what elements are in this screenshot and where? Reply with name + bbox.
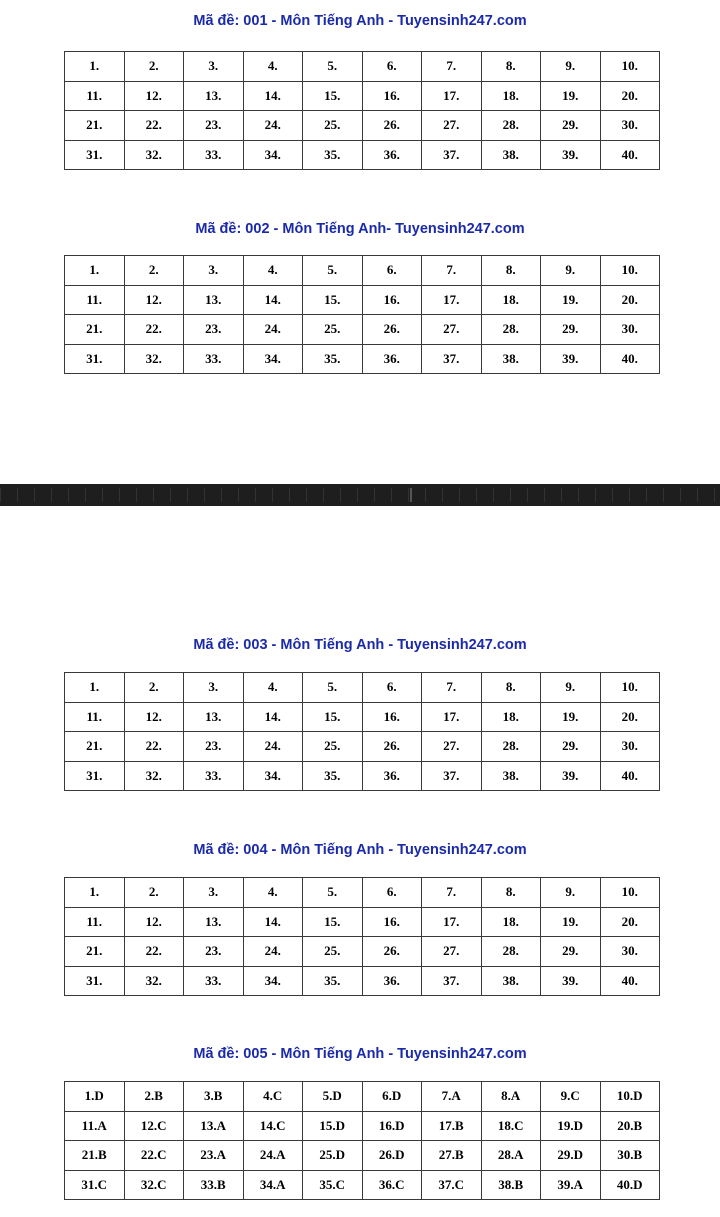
answer-cell: 4. — [243, 256, 303, 286]
answer-cell: 20. — [600, 702, 660, 732]
answer-cell: 10. — [600, 878, 660, 908]
answer-cell: 36. — [362, 966, 422, 996]
answer-cell: 3. — [184, 256, 244, 286]
answer-cell: 36.C — [362, 1170, 422, 1200]
answer-cell: 29.D — [541, 1141, 601, 1171]
answer-cell: 29. — [541, 937, 601, 967]
answer-cell: 19. — [541, 285, 601, 315]
table-row — [65, 81, 660, 111]
answer-cell: 19.D — [541, 1111, 601, 1141]
answer-cell: 25. — [303, 111, 363, 141]
answer-cell: 9. — [541, 256, 601, 286]
answer-cell: 23. — [184, 937, 244, 967]
table-row — [65, 1170, 660, 1200]
answer-cell: 22. — [124, 937, 184, 967]
answer-cell: 36. — [362, 344, 422, 374]
answer-cell: 12. — [124, 702, 184, 732]
answer-cell: 23. — [184, 732, 244, 762]
section-title: Mã đề: 002 - Môn Tiếng Anh- Tuyensinh247.com — [195, 221, 525, 237]
answer-cell: 6. — [362, 52, 422, 82]
answer-cell: 11. — [65, 907, 125, 937]
ruler-ticks — [0, 488, 720, 502]
answer-cell: 40. — [600, 761, 660, 791]
answer-cell: 9.C — [541, 1082, 601, 1112]
answer-cell: 14. — [243, 702, 303, 732]
answer-cell: 5. — [303, 52, 363, 82]
table-row — [65, 907, 660, 937]
answer-cell: 4.C — [243, 1082, 303, 1112]
answer-cell: 33. — [184, 966, 244, 996]
answer-cell: 30. — [600, 111, 660, 141]
answer-cell: 30. — [600, 937, 660, 967]
answer-cell: 27. — [422, 937, 482, 967]
answer-cell: 12. — [124, 81, 184, 111]
table-row — [65, 344, 660, 374]
answer-cell: 37.C — [422, 1170, 482, 1200]
answer-cell: 22. — [124, 111, 184, 141]
answer-cell: 28. — [481, 732, 541, 762]
answer-cell: 27. — [422, 111, 482, 141]
answer-cell: 10.D — [600, 1082, 660, 1112]
answer-cell: 37. — [422, 966, 482, 996]
answer-cell: 11. — [65, 81, 125, 111]
answer-cell: 32. — [124, 344, 184, 374]
answer-cell: 37. — [422, 140, 482, 170]
answer-cell: 13. — [184, 907, 244, 937]
answer-cell: 7. — [422, 673, 482, 703]
answer-cell: 31. — [65, 761, 125, 791]
answer-cell: 2.B — [124, 1082, 184, 1112]
answer-cell: 18.C — [481, 1111, 541, 1141]
answer-cell: 14. — [243, 81, 303, 111]
answer-cell: 26.D — [362, 1141, 422, 1171]
answer-cell: 39.A — [541, 1170, 601, 1200]
answer-cell: 8. — [481, 673, 541, 703]
answer-cell: 35. — [303, 761, 363, 791]
answer-cell: 38.B — [481, 1170, 541, 1200]
answer-cell: 22. — [124, 732, 184, 762]
answer-table — [64, 1081, 660, 1200]
section-title: Mã đề: 003 - Môn Tiếng Anh - Tuyensinh247.com — [193, 637, 527, 653]
answer-cell: 2. — [124, 878, 184, 908]
table-row — [65, 937, 660, 967]
answer-cell: 23.A — [184, 1141, 244, 1171]
answer-cell: 1. — [65, 256, 125, 286]
answer-cell: 21. — [65, 111, 125, 141]
answer-cell: 35.C — [303, 1170, 363, 1200]
answer-cell: 32. — [124, 140, 184, 170]
answer-cell: 15. — [303, 702, 363, 732]
answer-cell: 8. — [481, 256, 541, 286]
answer-cell: 22. — [124, 315, 184, 345]
answer-cell: 33. — [184, 140, 244, 170]
answer-cell: 10. — [600, 52, 660, 82]
answer-cell: 27. — [422, 732, 482, 762]
answer-cell: 2. — [124, 673, 184, 703]
answer-cell: 1. — [65, 673, 125, 703]
answer-cell: 13.A — [184, 1111, 244, 1141]
answer-cell: 5. — [303, 878, 363, 908]
answer-cell: 20. — [600, 81, 660, 111]
answer-cell: 16.D — [362, 1111, 422, 1141]
answer-cell: 5. — [303, 673, 363, 703]
answer-cell: 16. — [362, 81, 422, 111]
answer-cell: 39. — [541, 344, 601, 374]
answer-cell: 18. — [481, 285, 541, 315]
answer-cell: 20. — [600, 285, 660, 315]
answer-cell: 35. — [303, 140, 363, 170]
answer-cell: 12. — [124, 285, 184, 315]
answer-cell: 16. — [362, 285, 422, 315]
answer-cell: 12.C — [124, 1111, 184, 1141]
answer-cell: 30. — [600, 315, 660, 345]
answer-cell: 24.A — [243, 1141, 303, 1171]
answer-cell: 38. — [481, 344, 541, 374]
answer-cell: 3.B — [184, 1082, 244, 1112]
answer-cell: 18. — [481, 702, 541, 732]
answer-cell: 24. — [243, 732, 303, 762]
answer-cell: 7. — [422, 878, 482, 908]
answer-cell: 9. — [541, 878, 601, 908]
answer-cell: 21. — [65, 732, 125, 762]
answer-cell: 40.D — [600, 1170, 660, 1200]
answer-cell: 38. — [481, 140, 541, 170]
table-row — [65, 1082, 660, 1112]
answer-cell: 15. — [303, 285, 363, 315]
answer-cell: 18. — [481, 81, 541, 111]
answer-cell: 23. — [184, 111, 244, 141]
answer-cell: 19. — [541, 81, 601, 111]
answer-cell: 37. — [422, 761, 482, 791]
answer-cell: 7. — [422, 52, 482, 82]
answer-cell: 28. — [481, 111, 541, 141]
answer-cell: 39. — [541, 761, 601, 791]
answer-cell: 33. — [184, 761, 244, 791]
section-title: Mã đề: 005 - Môn Tiếng Anh - Tuyensinh247.com — [193, 1046, 527, 1062]
answer-cell: 22.C — [124, 1141, 184, 1171]
section-title: Mã đề: 004 - Môn Tiếng Anh - Tuyensinh247.com — [193, 842, 527, 858]
answer-cell: 25. — [303, 937, 363, 967]
answer-cell: 39. — [541, 140, 601, 170]
answer-cell: 1. — [65, 52, 125, 82]
answer-cell: 38. — [481, 761, 541, 791]
answer-cell: 34. — [243, 966, 303, 996]
table-row — [65, 761, 660, 791]
answer-cell: 16. — [362, 907, 422, 937]
answer-cell: 30.B — [600, 1141, 660, 1171]
answer-cell: 31.C — [65, 1170, 125, 1200]
answer-table — [64, 672, 660, 791]
answer-cell: 17. — [422, 285, 482, 315]
answer-cell: 10. — [600, 673, 660, 703]
answer-cell: 1.D — [65, 1082, 125, 1112]
answer-cell: 29. — [541, 111, 601, 141]
answer-cell: 21. — [65, 315, 125, 345]
table-row — [65, 256, 660, 286]
answer-cell: 3. — [184, 673, 244, 703]
page-break-bar — [0, 484, 720, 506]
answer-cell: 14. — [243, 907, 303, 937]
answer-cell: 5.D — [303, 1082, 363, 1112]
table-row — [65, 1141, 660, 1171]
answer-cell: 2. — [124, 52, 184, 82]
answer-cell: 24. — [243, 937, 303, 967]
answer-cell: 35. — [303, 966, 363, 996]
answer-cell: 29. — [541, 732, 601, 762]
answer-cell: 17. — [422, 702, 482, 732]
answer-cell: 20. — [600, 907, 660, 937]
answer-cell: 6. — [362, 256, 422, 286]
answer-cell: 28. — [481, 937, 541, 967]
answer-cell: 25. — [303, 732, 363, 762]
table-row — [65, 52, 660, 82]
answer-cell: 6. — [362, 878, 422, 908]
answer-cell: 34. — [243, 140, 303, 170]
answer-cell: 15. — [303, 907, 363, 937]
answer-cell: 14.C — [243, 1111, 303, 1141]
answer-cell: 3. — [184, 52, 244, 82]
answer-cell: 33.B — [184, 1170, 244, 1200]
answer-cell: 2. — [124, 256, 184, 286]
answer-cell: 29. — [541, 315, 601, 345]
answer-cell: 24. — [243, 111, 303, 141]
answer-cell: 37. — [422, 344, 482, 374]
answer-cell: 5. — [303, 256, 363, 286]
answer-cell: 8. — [481, 878, 541, 908]
answer-cell: 13. — [184, 81, 244, 111]
answer-cell: 31. — [65, 966, 125, 996]
answer-table — [64, 255, 660, 374]
answer-cell: 31. — [65, 140, 125, 170]
answer-cell: 26. — [362, 732, 422, 762]
answer-cell: 34.A — [243, 1170, 303, 1200]
answer-cell: 26. — [362, 937, 422, 967]
answer-cell: 15. — [303, 81, 363, 111]
answer-cell: 11. — [65, 702, 125, 732]
answer-cell: 23. — [184, 315, 244, 345]
answer-cell: 19. — [541, 907, 601, 937]
answer-cell: 31. — [65, 344, 125, 374]
answer-cell: 8.A — [481, 1082, 541, 1112]
answer-cell: 14. — [243, 285, 303, 315]
answer-cell: 17. — [422, 907, 482, 937]
table-row — [65, 1111, 660, 1141]
table-row — [65, 878, 660, 908]
answer-cell: 16. — [362, 702, 422, 732]
answer-cell: 34. — [243, 344, 303, 374]
ruler-marker — [410, 488, 412, 502]
answer-cell: 19. — [541, 702, 601, 732]
answer-cell: 35. — [303, 344, 363, 374]
answer-cell: 12. — [124, 907, 184, 937]
table-row — [65, 673, 660, 703]
answer-table — [64, 51, 660, 170]
answer-cell: 11. — [65, 285, 125, 315]
table-row — [65, 702, 660, 732]
answer-cell: 26. — [362, 315, 422, 345]
section-title: Mã đề: 001 - Môn Tiếng Anh - Tuyensinh247.com — [193, 13, 527, 29]
answer-cell: 34. — [243, 761, 303, 791]
answer-cell: 17.B — [422, 1111, 482, 1141]
answer-cell: 36. — [362, 140, 422, 170]
answer-cell: 26. — [362, 111, 422, 141]
table-row — [65, 732, 660, 762]
answer-table — [64, 877, 660, 996]
table-row — [65, 285, 660, 315]
table-row — [65, 140, 660, 170]
answer-cell: 33. — [184, 344, 244, 374]
answer-cell: 15.D — [303, 1111, 363, 1141]
answer-cell: 7.A — [422, 1082, 482, 1112]
answer-cell: 32. — [124, 966, 184, 996]
answer-cell: 21. — [65, 937, 125, 967]
table-row — [65, 966, 660, 996]
answer-cell: 8. — [481, 52, 541, 82]
table-row — [65, 111, 660, 141]
answer-cell: 1. — [65, 878, 125, 908]
answer-cell: 4. — [243, 878, 303, 908]
answer-cell: 25. — [303, 315, 363, 345]
answer-cell: 21.B — [65, 1141, 125, 1171]
answer-cell: 6. — [362, 673, 422, 703]
answer-cell: 38. — [481, 966, 541, 996]
answer-cell: 13. — [184, 702, 244, 732]
answer-cell: 20.B — [600, 1111, 660, 1141]
table-row — [65, 315, 660, 345]
answer-cell: 4. — [243, 673, 303, 703]
answer-cell: 9. — [541, 52, 601, 82]
answer-cell: 28.A — [481, 1141, 541, 1171]
answer-cell: 4. — [243, 52, 303, 82]
answer-cell: 13. — [184, 285, 244, 315]
answer-cell: 27. — [422, 315, 482, 345]
answer-cell: 30. — [600, 732, 660, 762]
answer-cell: 6.D — [362, 1082, 422, 1112]
answer-cell: 3. — [184, 878, 244, 908]
answer-cell: 28. — [481, 315, 541, 345]
answer-cell: 10. — [600, 256, 660, 286]
answer-cell: 36. — [362, 761, 422, 791]
answer-cell: 24. — [243, 315, 303, 345]
answer-cell: 40. — [600, 966, 660, 996]
answer-cell: 9. — [541, 673, 601, 703]
answer-cell: 40. — [600, 344, 660, 374]
answer-cell: 25.D — [303, 1141, 363, 1171]
answer-cell: 17. — [422, 81, 482, 111]
answer-cell: 27.B — [422, 1141, 482, 1171]
answer-cell: 11.A — [65, 1111, 125, 1141]
answer-cell: 39. — [541, 966, 601, 996]
answer-cell: 32.C — [124, 1170, 184, 1200]
answer-cell: 40. — [600, 140, 660, 170]
answer-cell: 7. — [422, 256, 482, 286]
answer-cell: 18. — [481, 907, 541, 937]
answer-cell: 32. — [124, 761, 184, 791]
